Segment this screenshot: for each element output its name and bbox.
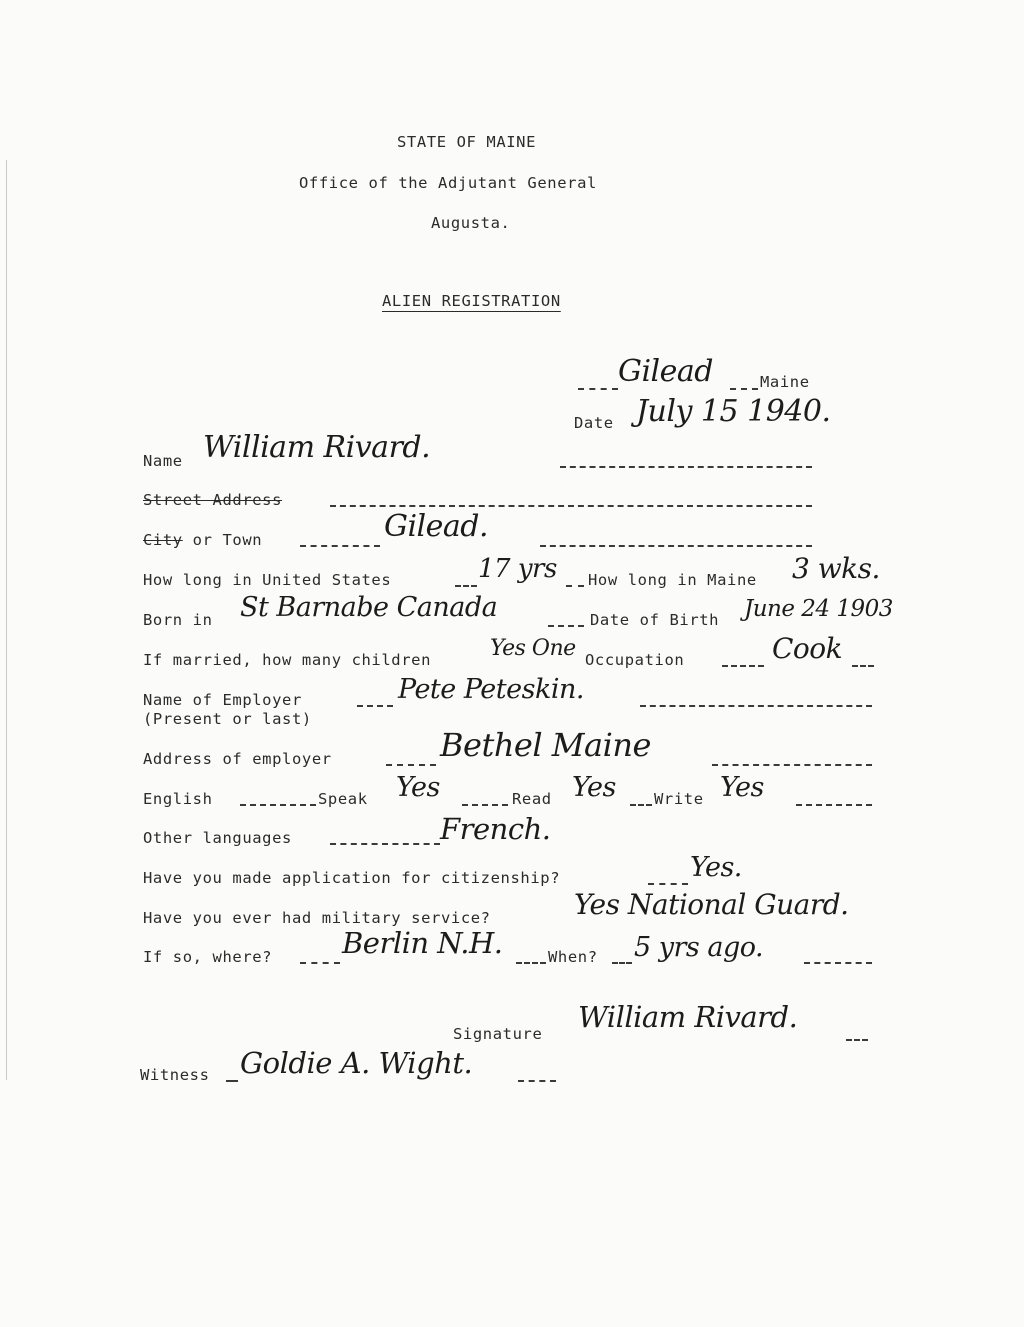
other-languages-value: French. (440, 812, 551, 846)
leader-dash (226, 1080, 238, 1082)
leader-dash (640, 705, 872, 707)
speak-label: Speak (318, 790, 368, 808)
leader-dash (518, 1080, 556, 1082)
state-heading: STATE OF MAINE (397, 133, 537, 151)
us-years-label: How long in United States (143, 571, 392, 589)
leader-dash (330, 505, 812, 507)
occupation-label: Occupation (585, 651, 685, 669)
employer-address-label: Address of employer (143, 750, 332, 768)
children-value: Yes One (490, 636, 576, 661)
city-label-struck: City (143, 531, 183, 549)
born-value: St Barnabe Canada (240, 592, 498, 623)
city-value: Gilead. (384, 509, 489, 544)
city-heading: Augusta. (431, 214, 511, 232)
maine-years-label: How long in Maine (588, 571, 757, 589)
citizenship-value: Yes. (690, 852, 742, 883)
employer-label: Name of Employer (143, 691, 302, 709)
leader-dash (722, 665, 764, 667)
scan-edge (6, 160, 7, 1080)
leader-dash (548, 625, 584, 627)
name-label: Name (143, 452, 183, 470)
speak-value: Yes (396, 772, 440, 803)
leader-dash (560, 466, 812, 468)
english-label: English (143, 790, 213, 808)
signature-value: William Rivard. (578, 1000, 798, 1034)
write-label: Write (654, 790, 704, 808)
leader-dash (804, 962, 872, 964)
read-value: Yes (572, 772, 616, 803)
leader-dash (852, 665, 874, 667)
write-value: Yes (720, 772, 764, 803)
office-heading: Office of the Adjutant General (299, 174, 597, 192)
dob-value: June 24 1903 (744, 596, 893, 622)
leader-dash (516, 962, 546, 964)
leader-dash (796, 804, 872, 806)
date-label: Date (574, 414, 614, 432)
employer-address-value: Bethel Maine (440, 726, 651, 764)
leader-dash (566, 585, 584, 587)
leader-dash (846, 1039, 868, 1041)
location-value: Gilead (618, 354, 713, 389)
signature-label: Signature (453, 1025, 543, 1043)
employer-sublabel: (Present or last) (143, 710, 312, 728)
occupation-value: Cook (772, 632, 843, 665)
when-value: 5 yrs ago. (634, 932, 764, 963)
leader-dash (357, 705, 393, 707)
leader-dash (300, 962, 340, 964)
where-value: Berlin N.H. (342, 926, 503, 960)
leader-dash (540, 545, 812, 547)
date-value: July 15 1940. (636, 394, 831, 429)
citizenship-label: Have you made application for citizenship? (143, 869, 561, 887)
dob-label: Date of Birth (590, 611, 720, 629)
leader-dash (240, 804, 316, 806)
read-label: Read (512, 790, 552, 808)
military-label: Have you ever had military service? (143, 909, 491, 927)
name-value: William Rivard. (203, 430, 431, 465)
when-label: When? (548, 948, 598, 966)
where-label: If so, where? (143, 948, 273, 966)
leader-dash (330, 843, 440, 845)
leader-dash (462, 804, 508, 806)
street-label: Street Address (143, 491, 283, 509)
witness-value: Goldie A. Wight. (240, 1046, 473, 1080)
leader-dash (648, 883, 688, 885)
us-years-value: 17 yrs (478, 554, 557, 584)
witness-label: Witness (140, 1066, 210, 1084)
city-label (143, 531, 262, 549)
maine-years-value: 3 wks. (792, 552, 880, 585)
leader-dash (300, 545, 380, 547)
location-suffix: Maine (760, 373, 810, 391)
leader-dash (612, 962, 632, 964)
leader-dash (730, 388, 758, 390)
children-label: If married, how many children (143, 651, 432, 669)
born-label: Born in (143, 611, 213, 629)
city-label-rest: or Town (182, 531, 263, 549)
leader-dash (578, 388, 618, 390)
other-languages-label: Other languages (143, 829, 292, 847)
leader-dash (455, 585, 477, 587)
form-title: ALIEN REGISTRATION (382, 292, 561, 310)
leader-dash (630, 804, 652, 806)
leader-dash (386, 764, 436, 766)
leader-dash (712, 764, 872, 766)
employer-value: Pete Peteskin. (398, 674, 584, 705)
military-value: Yes National Guard. (574, 888, 849, 921)
